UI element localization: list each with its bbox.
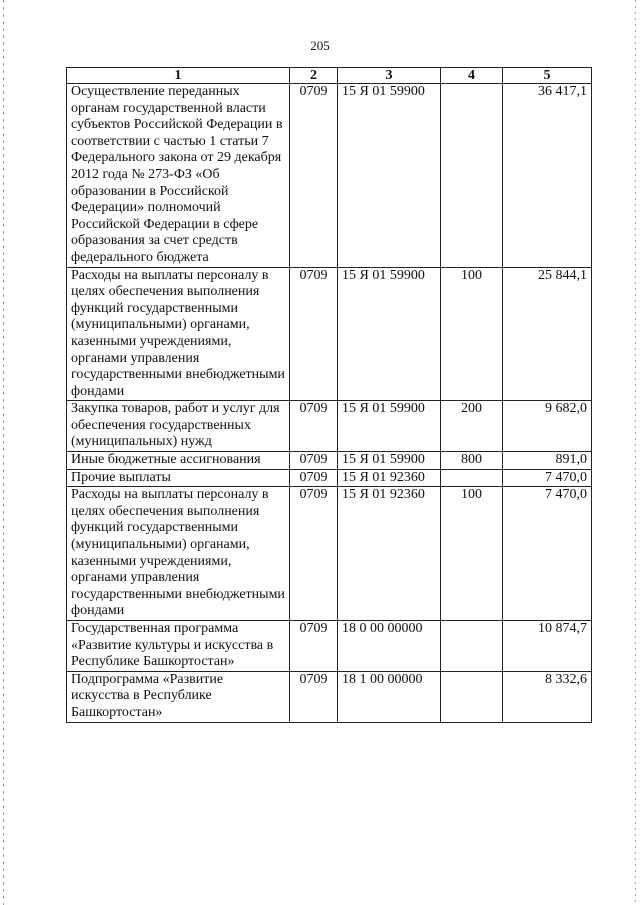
row-type <box>441 469 503 487</box>
row-type: 800 <box>441 452 503 470</box>
table-row <box>67 452 592 470</box>
row-type: 100 <box>441 267 503 401</box>
header-row <box>67 68 592 84</box>
row-code: 15 Я 01 92360 <box>338 469 441 487</box>
row-section: 0709 <box>290 267 338 401</box>
row-name: Расходы на выплаты персоналу в целях обеспечения выполнения функций государственными (муниципальными) органами, казенными учреждениями, органами управления государственными внебюджетными фондами <box>67 267 290 401</box>
row-name: Иные бюджетные ассигнования <box>67 452 290 470</box>
table-row <box>67 469 592 487</box>
scan-edge-left <box>3 0 4 905</box>
row-type <box>441 671 503 722</box>
header-col-3: 3 <box>338 68 441 84</box>
row-type: 100 <box>441 487 503 621</box>
page-number: 205 <box>310 38 330 53</box>
row-name: Государственная программа «Развитие культуры и искусства в Республике Башкортостан» <box>67 621 290 672</box>
table-row <box>67 84 592 268</box>
row-type <box>441 84 503 268</box>
row-section: 0709 <box>290 401 338 452</box>
row-code: 15 Я 01 59900 <box>338 452 441 470</box>
row-code: 15 Я 01 59900 <box>338 267 441 401</box>
row-section: 0709 <box>290 671 338 722</box>
row-name: Осуществление переданных органам государственной власти субъектов Российской Федерации в соответствии с частью 1 статьи 7 Федерального закона от 29 декабря 2012 года № 273-ФЗ «Об образовании в Российской Федерации» полномочий Российской Федерации в сфере образования за счет средств федерального бюджета <box>67 84 290 268</box>
row-amount: 7 470,0 <box>503 487 592 621</box>
header-col-5: 5 <box>503 68 592 84</box>
row-code: 15 Я 01 92360 <box>338 487 441 621</box>
row-section: 0709 <box>290 487 338 621</box>
table-row <box>67 621 592 672</box>
row-section: 0709 <box>290 621 338 672</box>
header-col-2: 2 <box>290 68 338 84</box>
row-code: 15 Я 01 59900 <box>338 401 441 452</box>
row-amount: 891,0 <box>503 452 592 470</box>
budget-table <box>66 67 592 723</box>
row-amount: 7 470,0 <box>503 469 592 487</box>
row-name: Подпрограмма «Развитие искусства в Республике Башкортостан» <box>67 671 290 722</box>
row-code: 18 0 00 00000 <box>338 621 441 672</box>
row-section: 0709 <box>290 452 338 470</box>
row-amount: 25 844,1 <box>503 267 592 401</box>
row-type <box>441 621 503 672</box>
row-section: 0709 <box>290 469 338 487</box>
row-name: Расходы на выплаты персоналу в целях обеспечения выполнения функций государственными (муниципальными) органами, казенными учреждениями, органами управления государственными внебюджетными фондами <box>67 487 290 621</box>
row-section: 0709 <box>290 84 338 268</box>
row-amount: 8 332,6 <box>503 671 592 722</box>
scan-edge-right <box>635 0 636 905</box>
row-amount: 36 417,1 <box>503 84 592 268</box>
header-col-4: 4 <box>441 68 503 84</box>
row-name: Прочие выплаты <box>67 469 290 487</box>
table-row <box>67 487 592 621</box>
row-type: 200 <box>441 401 503 452</box>
table-row <box>67 671 592 722</box>
table-row <box>67 267 592 401</box>
row-amount: 10 874,7 <box>503 621 592 672</box>
row-name: Закупка товаров, работ и услуг для обеспечения государственных (муниципальных) нужд <box>67 401 290 452</box>
row-code: 18 1 00 00000 <box>338 671 441 722</box>
header-col-1: 1 <box>67 68 290 84</box>
row-code: 15 Я 01 59900 <box>338 84 441 268</box>
row-amount: 9 682,0 <box>503 401 592 452</box>
table-row <box>67 401 592 452</box>
